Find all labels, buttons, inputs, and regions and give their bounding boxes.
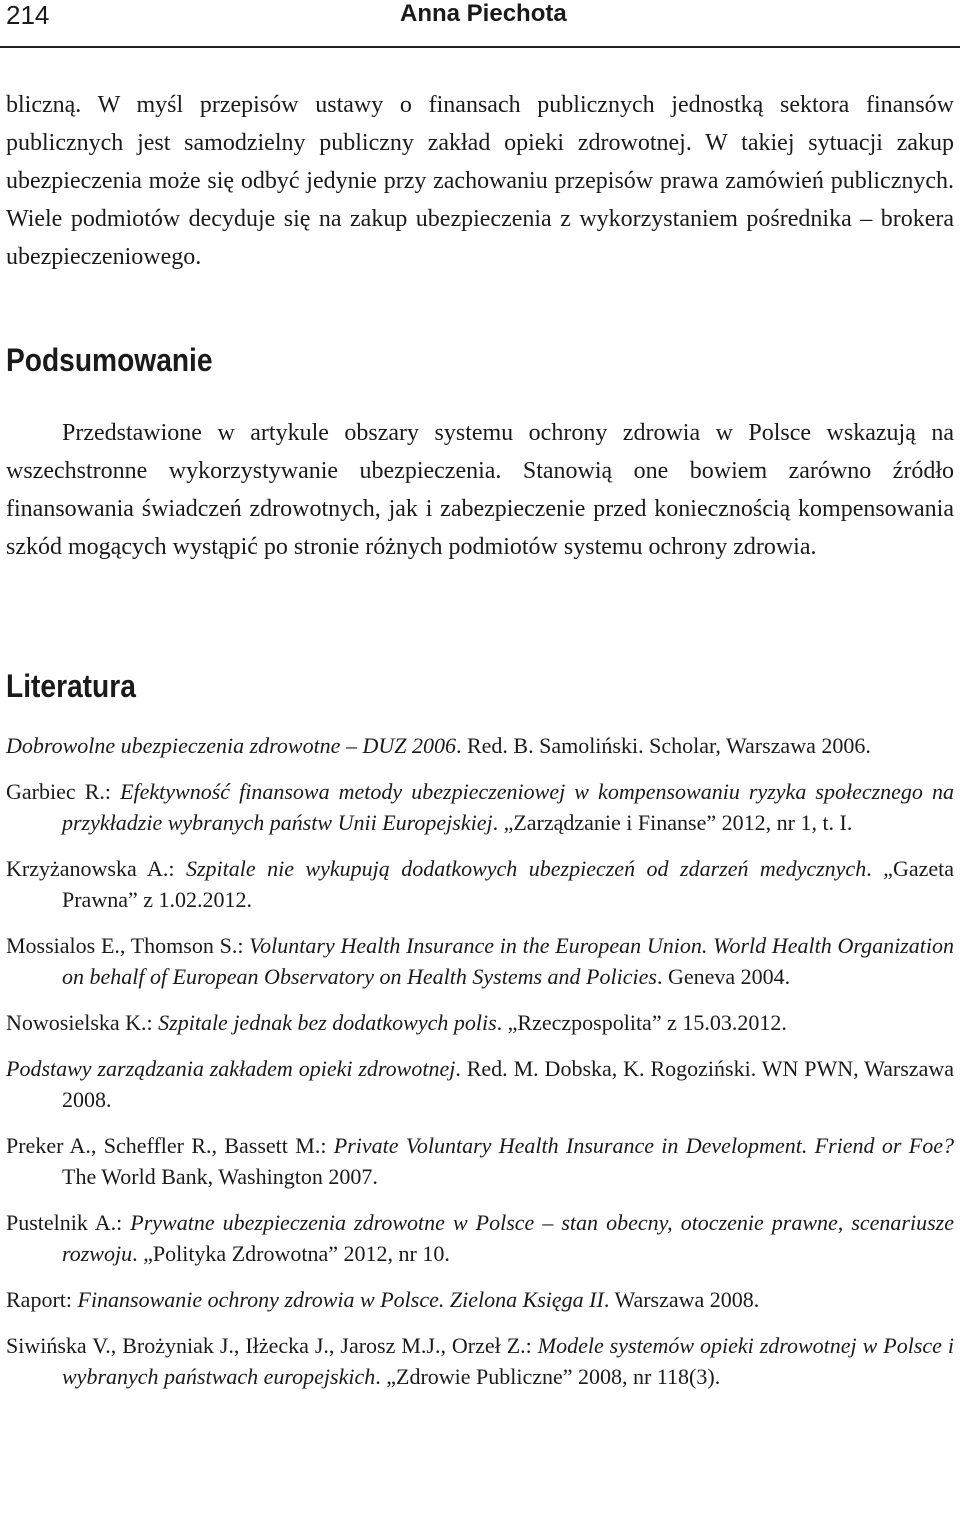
reference-item (6, 1130, 954, 1192)
reference-title: Voluntary Health Insurance in the European Union. World Health Organization on behalf of European Observatory on Health Systems and Policies (62, 933, 954, 989)
reference-details: . Red. M. Dobska, K. Rogoziński. WN PWN, Warszawa 2008. (62, 1056, 954, 1112)
literature-heading: Literatura (6, 668, 136, 704)
intro-paragraph: bliczną. W myśl przepisów ustawy o finansach publicznych jednostką sektora finansów publicznych jest samodzielny publiczny zakład opieki zdrowotnej. W takiej sytuacji zakup ubezpieczenia może się odbyć jedynie przy zachowaniu przepisów prawa zamówień publicznych. Wiele podmiotów decyduje się na zakup ubezpieczenia z wykorzystaniem pośrednika – brokera ubezpieczeniowego. (6, 92, 954, 270)
reference-item (6, 730, 954, 761)
reference-details: . „Gazeta Prawna” z 1.02.2012. (62, 856, 954, 912)
reference-item (6, 776, 954, 838)
reference-details: . Red. B. Samoliński. Scholar, Warszawa 2006. (455, 733, 871, 758)
reference-details: . „Zdrowie Publiczne” 2008, nr 118(3). (375, 1364, 721, 1389)
reference-author: Preker A., Scheffler R., Bassett M.: (6, 1133, 334, 1158)
reference-details: . „Zarządzanie i Finanse” 2012, nr 1, t. I. (492, 810, 853, 835)
reference-item (6, 853, 954, 915)
reference-title: Szpitale jednak bez dodatkowych polis (158, 1010, 497, 1035)
reference-author: Raport: (6, 1287, 78, 1312)
reference-details: . „Polityka Zdrowotna” 2012, nr 10. (132, 1241, 450, 1266)
reference-list (6, 730, 954, 1407)
reference-item (6, 1284, 954, 1315)
reference-item (6, 1207, 954, 1269)
reference-author: Siwińska V., Brożyniak J., Iłżecka J., Jarosz M.J., Orzeł Z.: (6, 1333, 538, 1358)
page-header (0, 0, 960, 48)
reference-author: Mossialos E., Thomson S.: (6, 933, 250, 958)
reference-title: Szpitale nie wykupują dodatkowych ubezpieczeń od zdarzeń medycznych (185, 856, 867, 881)
reference-author: Krzyżanowska A.: (6, 856, 186, 881)
running-head-author: Anna Piechota (400, 0, 567, 27)
reference-title: Modele systemów opieki zdrowotnej w Polsce i wybranych państwach europejskich (62, 1333, 954, 1389)
reference-item (6, 1330, 954, 1392)
reference-details: The World Bank, Washington 2007. (62, 1164, 378, 1189)
reference-title: Prywatne ubezpieczenia zdrowotne w Polsce – stan obecny, otoczenie prawne, scenariusze rozwoju (62, 1210, 954, 1266)
reference-title: Podstawy zarządzania zakładem opieki zdrowotnej (6, 1056, 456, 1081)
reference-details: . Geneva 2004. (656, 964, 791, 989)
reference-item (6, 930, 954, 992)
reference-title: Finansowanie ochrony zdrowia w Polsce. Zielona Księga II (77, 1287, 604, 1312)
reference-item (6, 1007, 954, 1038)
reference-author: Pustelnik A.: (6, 1210, 131, 1235)
reference-title: Dobrowolne ubezpieczenia zdrowotne – DUZ 2006 (6, 733, 456, 758)
reference-title: Private Voluntary Health Insurance in Development. Friend or Foe? (333, 1133, 954, 1158)
reference-item (6, 1053, 954, 1115)
reference-details: . „Rzeczpospolita” z 15.03.2012. (496, 1010, 787, 1035)
summary-heading: Podsumowanie (6, 342, 213, 378)
summary-paragraph: Przedstawione w artykule obszary systemu ochrony zdrowia w Polsce wskazują na wszechstronne wykorzystywanie ubezpieczenia. Stanowią one bowiem zarówno źródło finansowania świadczeń zdrowotnych, jak i zabezpieczenie przed koniecznością kompensowania szkód mogących wystąpić po stronie różnych podmiotów systemu ochrony zdrowia. (6, 420, 954, 560)
reference-author: Nowosielska K.: (6, 1010, 159, 1035)
reference-title: Efektywność finansowa metody ubezpieczeniowej w kompensowaniu ryzyka społecznego na przykładzie wybranych państw Unii Europejskiej (62, 779, 955, 835)
reference-details: . Warszawa 2008. (603, 1287, 760, 1312)
reference-author: Garbiec R.: (6, 779, 121, 804)
page-number: 214 (6, 0, 50, 30)
